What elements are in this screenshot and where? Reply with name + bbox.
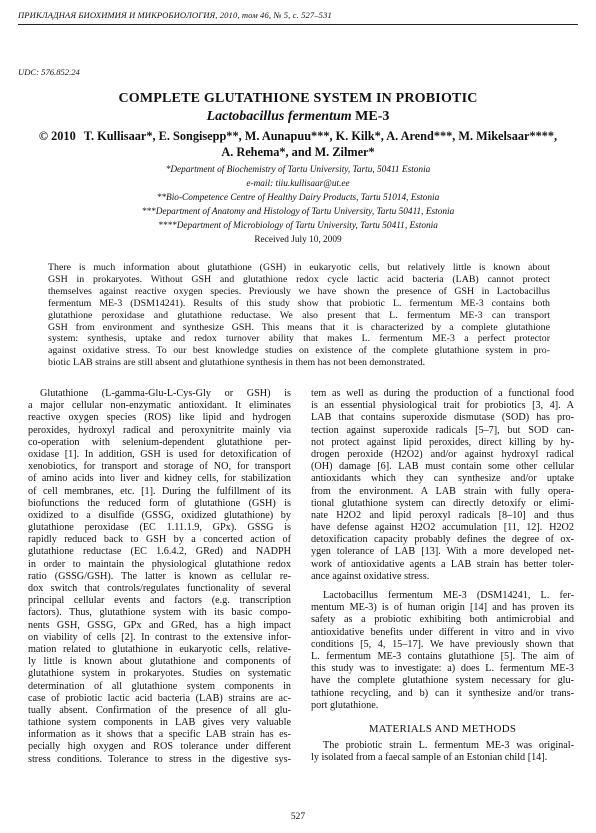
page-number: 527	[290, 812, 306, 822]
udc-code: UDC: 576.852.24	[18, 67, 80, 77]
body-text-line: is an essential physiological trait for probiotics [3, 4]. A	[311, 400, 574, 412]
body-text-line: drogen peroxide (H2O2) and/or against hydroxyl radical	[311, 448, 574, 460]
contact-email[interactable]: e-mail: tiiu.kullisaar@ut.ee	[246, 179, 350, 189]
body-text-line: oxidized to a disulfide (GSSG, oxidized glutathione) by	[28, 509, 291, 521]
body-text-line: xenobiotics, for transport and storage of NO, for transport	[28, 461, 291, 473]
body-text-line: port glutathione.	[311, 699, 379, 711]
abstract-line: system: synthesis, uptake and redox turnover ability that makes L. fermentum ME-3 a perfect protector	[48, 333, 550, 345]
affiliation-microbiology: ****Department of Microbiology of Tartu University, Tartu 50411, Estonia	[158, 221, 438, 231]
body-text-line: principal cellular events and factors (e.g. transcription	[28, 595, 291, 607]
body-text-line: L. fermentum ME-3 contains glutathione [5]. The aim of	[311, 650, 574, 662]
body-text-line: tection against superoxide radicals [5–7], but SOD can-	[311, 424, 574, 436]
body-text-line: work of antioxidative agents a LAB strain has better toler-	[311, 558, 574, 570]
affiliation-anatomy: ***Department of Anatomy and Histology of Tartu University, Tartu 50411, Estonia	[141, 207, 455, 217]
section-heading: MATERIALS AND METHODS	[368, 722, 517, 735]
article-subtitle	[0, 109, 596, 125]
body-column-right	[311, 388, 574, 764]
body-text-line: ratio (GSSG/GSH). The latter is known as cellular re-	[28, 570, 291, 582]
body-text-line: in order to maintain the physiological glutathione redox	[28, 558, 291, 570]
body-text-line: of cell membranes, etc. [1]. During the fulfillment of its	[28, 485, 291, 497]
abstract	[48, 262, 550, 369]
body-text-line: glutathione system in prokaryotes. Studies on systematic	[28, 668, 291, 680]
affiliation-biocompetence: **Bio-Competence Centre of Healthy Dairy Products, Tartu 51014, Estonia	[156, 193, 440, 203]
subtitle-strain: ME-3	[351, 109, 390, 124]
body-text-line: Glutathione (L-gamma-Glu-L-Cys-Gly or GSH) is	[40, 388, 291, 399]
body-text-line: dox switch that controls/regulates functionality of several	[28, 583, 291, 594]
body-text-line: safety as a probiotic exhibiting both antimicrobial and	[311, 614, 574, 626]
body-text-line: reactive oxygen species (ROS) like lipid and hydrogen	[28, 412, 291, 424]
abstract-line: GSH in prokaryotes. Without GSH and glutathione redox cycle lactic acid bacteria (LAB) cannot protect	[48, 273, 550, 285]
subtitle-species: Lactobacillus fermentum	[206, 109, 352, 124]
body-text-line: stress conditions. Tolerance to stress in the digestive sys-	[28, 753, 291, 765]
body-text-line: peroxides, hydroxyl radical and peroxynitrite mainly via	[28, 424, 291, 436]
body-text-line: from the environment. A LAB strain with fully opera-	[311, 485, 574, 497]
body-text-line: ygen tolerance of LAB [13]. With a more developed net-	[311, 546, 574, 558]
authors-text-1: T. Kullisaar*, E. Songisepp**, M. Aunapuu***, K. Kilk*, A. Arend***, M. Mikelsaar****,	[83, 129, 558, 143]
paragraph-gap	[311, 583, 574, 590]
journal-header: ПРИКЛАДНАЯ БИОХИМИЯ И МИКРОБИОЛОГИЯ, 2010, том 46, № 5, с. 527–531	[18, 10, 332, 20]
body-text-line: tional glutathione system can directly detoxify or elimi-	[311, 497, 574, 509]
body-text-line: nents GSH, GSSG, GPx and GRed, has a high impact	[28, 619, 291, 631]
body-text-line: not protect against lipid peroxides, direct killing by hy-	[311, 436, 574, 448]
body-text-line: tathione system components in LAB gives very valuable	[28, 717, 291, 729]
copyright: © 2010	[38, 129, 76, 143]
body-text-line: factors). Thus, glutathione system with its basic compo-	[28, 607, 291, 619]
body-column-left	[28, 388, 291, 766]
body-text-line: tually absent. Confirmation of the presence of all glu-	[28, 704, 291, 716]
body-text-line: have defense against H2O2 accumulation [11, 12]. H2O2	[311, 522, 574, 534]
body-text-line: tem as well as during the production of a functional food	[311, 388, 574, 399]
body-text-line: on viability of cells [2]. In contrast to the extensive infor-	[28, 631, 291, 643]
body-text-line: ance against oxidative stress.	[311, 570, 430, 582]
affiliation-biochemistry: *Department of Biochemistry of Tartu University, Tartu, 50411 Estonia	[165, 165, 431, 175]
body-text-line: LAB that contains superoxide dismutase (SOD) has pro-	[311, 412, 574, 424]
body-text-line: Lactobacillus fermentum ME-3 (DSM14241, L. fer-	[323, 590, 574, 601]
body-text-line: ly little is known about glutathione and components of	[28, 656, 291, 668]
abstract-line: fermentum ME-3 (DSM14241). Results of this study show that probiotic L. fermentum ME-3 contains both	[48, 297, 550, 309]
abstract-line: themselves against reactive oxygen species. Previously we have shown the presence of GSH in Lactobacillus	[48, 285, 550, 297]
abstract-line: biotic LAB strains are still absent and glutathione synthesis in them has not been demonstrated.	[48, 357, 426, 369]
body-text-line: have the complete glutathione system necessary for glu-	[311, 675, 574, 687]
body-text-line: of amino acids into liver and kidney cells, for stabilization	[28, 473, 291, 485]
body-text-line: glutathione peroxidase (EC 1.11.1.9, GPx). GSSG is	[28, 522, 291, 534]
body-text-line: tathione recycling, and b) can it synthesize and/or trans-	[311, 687, 574, 699]
header-rule	[18, 24, 578, 25]
author-line-1	[18, 128, 578, 144]
body-text-line: mation related to glutathione in eukaryotic cells, relative-	[28, 643, 291, 655]
body-text-line: conditions [5, 4, 15–17]. We have previously shown that	[311, 638, 574, 650]
body-text-line: antioxidants which they can synthesize and/or uptake	[311, 473, 574, 485]
body-text-line: mentum ME-3) is of human origin [14] and has proven its	[311, 602, 574, 614]
body-text-line: information as it shows that a specific LAB strain has es-	[28, 729, 291, 741]
body-text-line: ly isolated from a faecal sample of an Estonian child [14].	[311, 752, 548, 764]
abstract-line: glutathione peroxidase and glutathione reductase. We also present that L. fermentum ME-3 can transport	[48, 309, 550, 321]
body-text-line: pecially high oxygen and ROS tolerance under different	[28, 741, 291, 753]
author-list	[18, 128, 578, 160]
body-text-line: this study was to investigate: a) does L. fermentum ME-3	[311, 663, 574, 675]
body-text-line: co-operation with selenium-dependent glutathione per-	[28, 436, 291, 448]
body-text-line: rapidly reduced back to GSH by a concerted action of	[28, 534, 291, 546]
body-text-line: oxidase [1]. In addition, GSH is used for detoxification of	[28, 448, 291, 460]
abstract-line: GSH from environment and synthesize GSH. This means that it is characterized by a complete glutathione	[48, 321, 550, 333]
body-text-line: nate H2O2 and lipid peroxyl radicals [8–10] and thus	[311, 509, 574, 521]
body-text-line: case of probiotic lactic acid bacteria (LAB) strains are ac-	[28, 692, 291, 704]
received-date: Received July 10, 2009	[254, 235, 342, 245]
body-text-line: detoxification capacity probably defines the degree of ox-	[311, 534, 574, 546]
body-text-line: The probiotic strain L. fermentum ME-3 was original-	[323, 739, 574, 751]
body-text-line: determination of all glutathione system components in	[28, 680, 291, 692]
article-title: COMPLETE GLUTATHIONE SYSTEM IN PROBIOTIC	[118, 91, 478, 106]
body-text-line: biofunctions the reduced form of glutathione (GSH) is	[28, 497, 291, 509]
body-text-line: (OH) damage [6]. LAB must contain some other cellular	[311, 461, 574, 473]
abstract-line: There is much information about glutathione (GSH) in eukaryotic cells, but relatively little is known about	[48, 262, 550, 273]
body-text-line: antioxidative benefits under different in vitro and in vivo	[311, 626, 574, 638]
abstract-line: against oxidative stress. To our best knowledge studies on existence of the complete glutathione system in pro-	[48, 345, 550, 357]
body-text-line: a major cellular non-enzymatic antioxidant. It eliminates	[28, 400, 291, 412]
author-line-2: A. Rehema*, and M. Zilmer*	[221, 145, 375, 159]
affiliations	[0, 163, 596, 247]
body-text-line: glutathione reductase (EC 1.6.4.2, GRed) and NADPH	[28, 546, 291, 558]
